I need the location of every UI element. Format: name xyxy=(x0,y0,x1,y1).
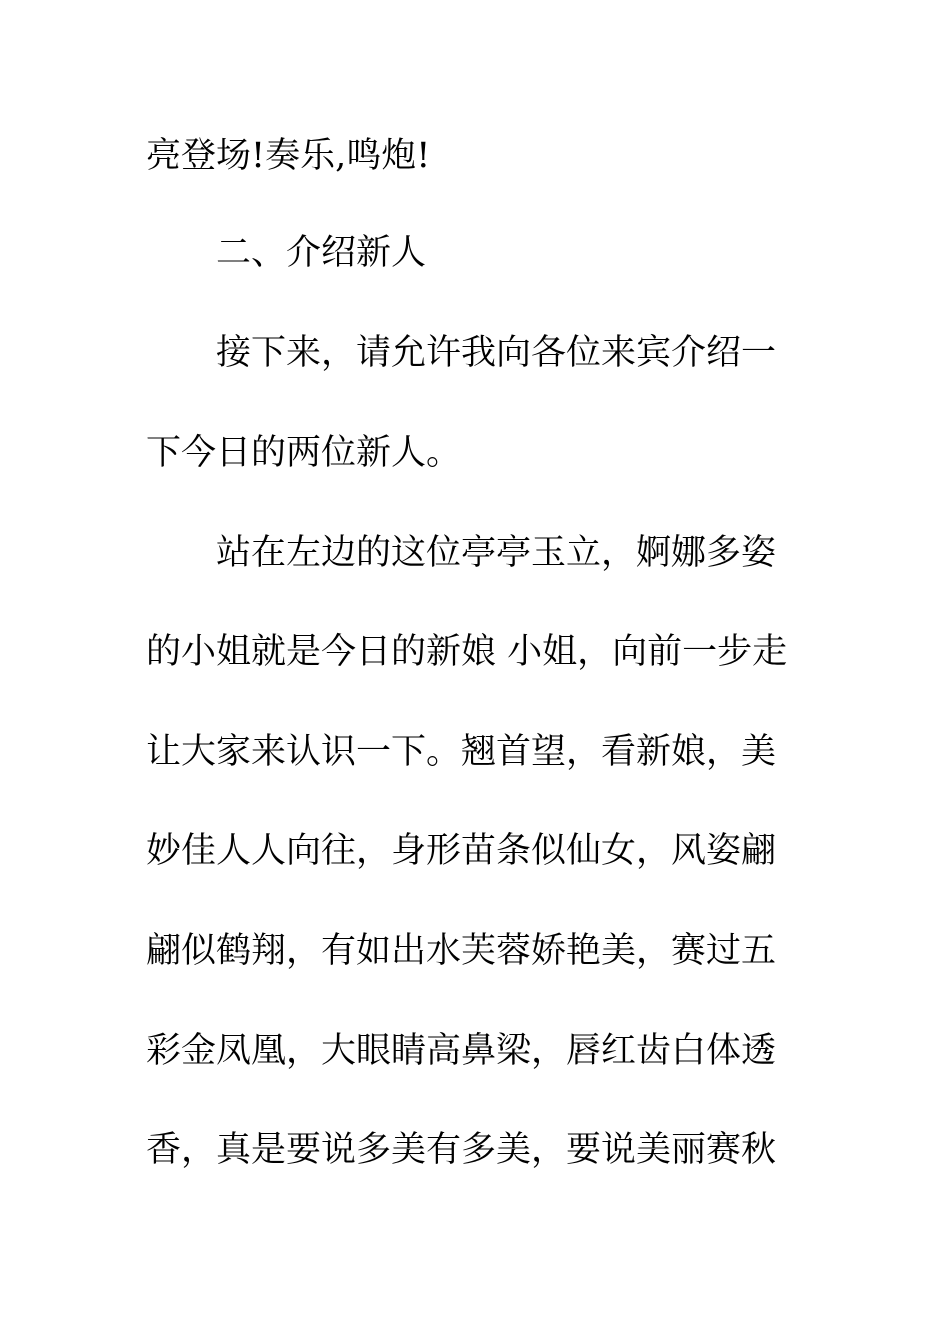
text-line-8: 妙佳人人向往，身形苗条似仙女，风姿翩 xyxy=(146,831,777,871)
text-line-5: 站在左边的这位亭亭玉立，婀娜多姿 xyxy=(216,533,777,573)
text-line-1: 亮登场!奏乐,鸣炮! xyxy=(146,136,431,176)
text-line-7: 让大家来认识一下。翘首望，看新娘，美 xyxy=(146,732,777,772)
text-line-9: 翩似鹤翔，有如出水芙蓉娇艳美，赛过五 xyxy=(146,931,777,971)
section-heading: 二、介绍新人 xyxy=(216,233,427,273)
text-line-6: 的小姐就是今日的新娘 小姐，向前一步走 xyxy=(146,632,788,672)
text-line-3: 接下来，请允许我向各位来宾介绍一 xyxy=(216,333,777,373)
text-line-4: 下今日的两位新人。 xyxy=(146,433,462,473)
text-line-11: 香，真是要说多美有多美，要说美丽赛秋 xyxy=(146,1130,777,1170)
text-line-10: 彩金凤凰，大眼睛高鼻梁，唇红齿白体透 xyxy=(146,1031,777,1071)
